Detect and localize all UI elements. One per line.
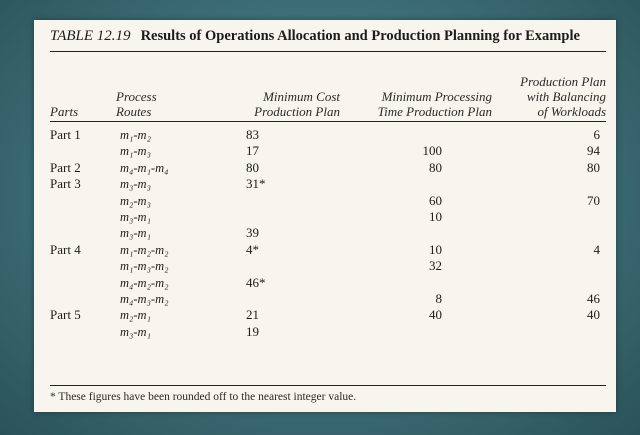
cell-min-cost: 83 [246,127,259,142]
top-rule [50,51,606,52]
footer-rule [50,385,606,386]
table-row [34,242,616,258]
cell-min-cost: 39 [246,225,259,241]
cell-route: m₁-m₂-m₂ [120,242,169,257]
cell-min-time: 60 [429,192,442,208]
cell-route: m₃-m₁ [120,324,151,339]
cell-balanced: 4 [593,241,600,257]
cell-min-cost: 80 [246,159,259,175]
cell-route: m₄-m₃-m₂ [120,291,169,306]
table-row [34,275,616,291]
cell-min-cost: 31* [246,176,266,192]
table-row [34,307,616,323]
cell-balanced: 70 [587,192,600,208]
cell-part: Part 5 [50,307,81,323]
cell-route: m₄-m₁-m₄ [120,160,169,175]
cell-balanced: 6 [593,127,600,142]
table-row [34,291,616,307]
table-row [34,209,616,225]
cell-min-time: 100 [422,143,442,159]
cell-min-cost: 21 [246,307,259,323]
cell-part: Part 3 [50,176,81,192]
cell-balanced: 94 [587,143,600,159]
cell-min-time: 8 [435,290,442,306]
header-rule [50,121,606,122]
cell-route: m₂-m₃ [120,193,151,208]
header-minimum-processing-time: Minimum Processing Time Production Plan [377,89,492,119]
table-row [34,176,616,192]
table-footnote: * These figures have been rounded off to the nearest integer value. [50,391,357,403]
table-row [34,324,616,340]
table-card [34,20,616,412]
table-label: TABLE 12.19 [50,28,131,44]
cell-route: m₃-m₃ [120,177,151,192]
cell-min-time: 32 [429,258,442,274]
cell-balanced: 80 [587,159,600,175]
cell-min-cost: 4* [246,241,259,257]
cell-route: m₃-m₁ [120,226,151,241]
cell-min-time: 10 [429,241,442,257]
cell-min-cost: 17 [246,143,259,159]
header-process-routes: Process Routes [116,89,157,119]
header-parts: Parts [50,104,79,119]
cell-route: m₁-m₃ [120,144,151,159]
header-balanced-plan: Production Plan with Balancing of Workloads [520,74,606,119]
cell-balanced: 46 [587,290,600,306]
table-row [34,225,616,241]
table-caption: Results of Operations Allocation and Production Planning for Example [140,28,580,44]
cell-route: m₁-m₂ [120,128,151,142]
cell-part: Part 1 [50,127,81,142]
header-minimum-cost: Minimum Cost Production Plan [254,89,340,119]
cell-route: m₁-m₃-m₂ [120,259,169,274]
table-row [34,143,616,159]
cell-min-time: 10 [429,208,442,224]
cell-route: m₄-m₂-m₂ [120,275,169,290]
table-body [34,127,616,340]
table-row [34,193,616,209]
cell-balanced: 40 [587,307,600,323]
table-title [50,28,608,50]
cell-min-cost: 19 [246,323,259,339]
cell-min-cost: 46* [246,274,266,290]
table-row [34,127,616,143]
table-row [34,258,616,274]
cell-route: m₂-m₁ [120,308,151,323]
cell-route: m₃-m₁ [120,209,151,224]
cell-part: Part 4 [50,241,81,257]
table-row [34,160,616,176]
cell-min-time: 80 [429,159,442,175]
cell-part: Part 2 [50,159,81,175]
cell-min-time: 40 [429,307,442,323]
